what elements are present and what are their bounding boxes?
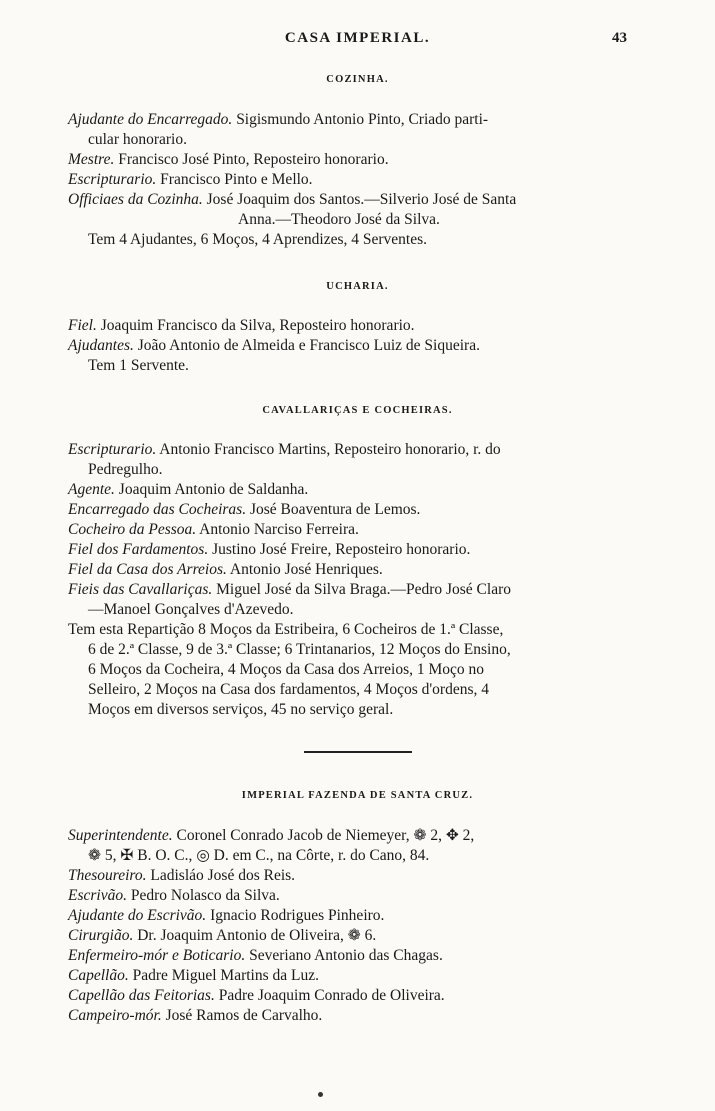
note-line: Moços em diversos serviços, 45 no serviço geral. bbox=[88, 701, 394, 718]
entry-text: Francisco Pinto e Mello. bbox=[156, 171, 313, 188]
section-title-fazenda: IMPERIAL FAZENDA DE SANTA CRUZ. bbox=[241, 790, 474, 801]
entry-role: Encarregado das Cocheiras. bbox=[68, 501, 247, 518]
list-item bbox=[68, 1006, 638, 1026]
list-item bbox=[68, 316, 638, 336]
note-line: 6 Moços da Cocheira, 4 Moços da Casa dos Arreios, 1 Moço no bbox=[88, 661, 485, 678]
entry-text: Pedro Nolasco da Silva. bbox=[126, 887, 280, 904]
entry-role: Ajudante do Encarregado. bbox=[68, 111, 233, 128]
ornament-dot bbox=[318, 1092, 323, 1097]
list-item bbox=[68, 150, 638, 170]
list-item bbox=[68, 580, 638, 620]
entry-text: Sigismundo Antonio Pinto, Criado parti- bbox=[232, 111, 489, 128]
list-item bbox=[68, 190, 638, 230]
section-note: Tem 1 Servente. bbox=[88, 357, 189, 374]
entry-text: Coronel Conrado Jacob de Niemeyer, ❁ 2, ✥ 2, bbox=[172, 827, 475, 844]
list-item bbox=[68, 480, 638, 500]
entry-role: Fiel dos Fardamentos. bbox=[68, 541, 209, 558]
entry-role: Cirurgião. bbox=[68, 927, 134, 944]
entry-continuation: Pedregulho. bbox=[88, 461, 163, 478]
entry-role: Ajudantes. bbox=[68, 337, 134, 354]
entry-role: Fiel da Casa dos Arreios. bbox=[68, 561, 227, 578]
entry-role: Campeiro-mór. bbox=[68, 1007, 162, 1024]
entry-text: Antonio Francisco Martins, Reposteiro honorario, r. do bbox=[156, 441, 501, 458]
list-item bbox=[68, 520, 638, 540]
entry-role: Agente. bbox=[68, 481, 115, 498]
entry-role: Escripturario. bbox=[68, 171, 157, 188]
list-item bbox=[68, 886, 638, 906]
entry-text: José Boaventura de Lemos. bbox=[246, 501, 421, 518]
running-head: CASA IMPERIAL. bbox=[284, 30, 431, 46]
note-line: Tem esta Repartição 8 Moços da Estribeira, 6 Cocheiros de 1.ª Classe, bbox=[68, 621, 504, 638]
list-item bbox=[68, 866, 638, 886]
list-item bbox=[68, 966, 638, 986]
section-title-ucharia: UCHARIA. bbox=[326, 281, 389, 292]
entry-text: Antonio Narciso Ferreira. bbox=[196, 521, 359, 538]
entry-text: Antonio José Henriques. bbox=[226, 561, 383, 578]
entry-text: Ignacio Rodrigues Pinheiro. bbox=[206, 907, 385, 924]
entry-text: Joaquim Antonio de Saldanha. bbox=[114, 481, 309, 498]
entry-role: Capellão das Feitorias. bbox=[68, 987, 215, 1004]
list-item bbox=[68, 170, 638, 190]
note-line: Selleiro, 2 Moços na Casa dos fardamentos, 4 Moços d'ordens, 4 bbox=[88, 681, 489, 698]
entry-continuation: ❁ 5, ✠ B. O. C., ◎ D. em C., na Côrte, r. do Cano, 84. bbox=[88, 847, 430, 864]
section-title-cozinha: COZINHA. bbox=[326, 74, 389, 85]
entry-text: Francisco José Pinto, Reposteiro honorario. bbox=[114, 151, 389, 168]
entry-role: Thesoureiro. bbox=[68, 867, 147, 884]
entry-text: Severiano Antonio das Chagas. bbox=[245, 947, 443, 964]
entry-continuation: Anna.—Theodoro José da Silva. bbox=[238, 211, 440, 228]
entry-continuation: cular honorario. bbox=[88, 131, 187, 148]
list-item bbox=[68, 826, 638, 866]
entry-text: Dr. Joaquim Antonio de Oliveira, ❁ 6. bbox=[133, 927, 377, 944]
entry-text: Padre Miguel Martins da Luz. bbox=[128, 967, 319, 984]
list-item bbox=[68, 440, 638, 480]
list-item bbox=[68, 336, 638, 356]
section-title-cavallaricas: CAVALLARIÇAS E COCHEIRAS. bbox=[262, 405, 453, 416]
section-note bbox=[68, 620, 638, 720]
section-divider bbox=[304, 751, 412, 753]
list-item bbox=[68, 110, 638, 150]
entry-role: Cocheiro da Pessoa. bbox=[68, 521, 197, 538]
entry-text: Miguel José da Silva Braga.—Pedro José Claro bbox=[212, 581, 511, 598]
list-item bbox=[68, 946, 638, 966]
page-header bbox=[0, 30, 715, 52]
list-item bbox=[68, 540, 638, 560]
entry-role: Escripturario. bbox=[68, 441, 157, 458]
entry-role: Capellão. bbox=[68, 967, 129, 984]
list-item bbox=[68, 906, 638, 926]
entry-role: Fiel. bbox=[68, 317, 97, 334]
entry-text: João Antonio de Almeida e Francisco Luiz de Siqueira. bbox=[133, 337, 480, 354]
entry-role: Superintendente. bbox=[68, 827, 173, 844]
entry-text: Justino José Freire, Reposteiro honorario. bbox=[208, 541, 471, 558]
note-line: 6 de 2.ª Classe, 9 de 3.ª Classe; 6 Trintanarios, 12 Moços do Ensino, bbox=[88, 641, 511, 658]
entry-text: José Joaquim dos Santos.—Silverio José de Santa bbox=[202, 191, 517, 208]
entry-text: Ladisláo José dos Reis. bbox=[146, 867, 296, 884]
entry-role: Fieis das Cavallariças. bbox=[68, 581, 213, 598]
entry-role: Escrivão. bbox=[68, 887, 127, 904]
entry-role: Ajudante do Escrivão. bbox=[68, 907, 207, 924]
entry-text: José Ramos de Carvalho. bbox=[161, 1007, 323, 1024]
entry-text: Padre Joaquim Conrado de Oliveira. bbox=[214, 987, 445, 1004]
page-number: 43 bbox=[612, 30, 627, 46]
list-item bbox=[68, 986, 638, 1006]
entry-continuation: —Manoel Gonçalves d'Azevedo. bbox=[88, 601, 294, 618]
entry-text: Joaquim Francisco da Silva, Reposteiro honorario. bbox=[96, 317, 415, 334]
entry-role: Enfermeiro-mór e Boticario. bbox=[68, 947, 246, 964]
entry-role: Mestre. bbox=[68, 151, 115, 168]
entry-role: Officiaes da Cozinha. bbox=[68, 191, 203, 208]
list-item bbox=[68, 500, 638, 520]
section-note: Tem 4 Ajudantes, 6 Moços, 4 Aprendizes, 4 Serventes. bbox=[88, 231, 427, 248]
list-item bbox=[68, 926, 638, 946]
list-item bbox=[68, 560, 638, 580]
